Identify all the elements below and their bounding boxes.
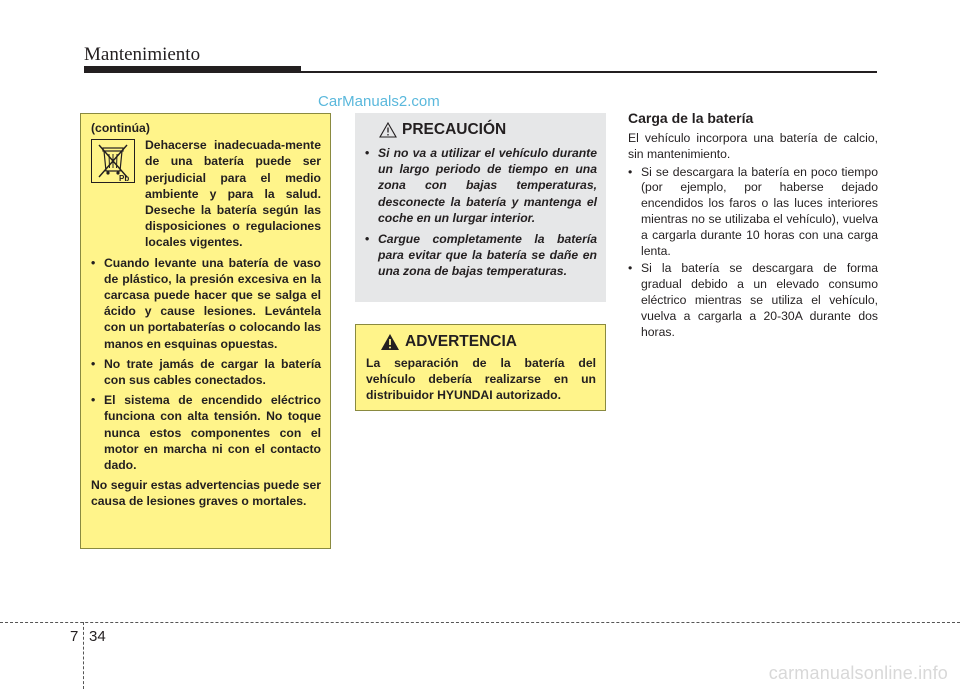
- charging-section: [628, 110, 878, 342]
- warning-item: • Cuando levante una batería de vaso de plástico, la presión excesiva en la carcasa puede hacer que se salga el ácido y cause lesiones. Levántela con un portabaterías o colocando las manos en esquinas opuestas.: [91, 255, 321, 352]
- footer-divider: [83, 622, 84, 689]
- caution-box: [355, 113, 606, 302]
- advertencia-box: [355, 324, 606, 411]
- section-title: Mantenimiento: [84, 44, 201, 65]
- warning-item: • El sistema de encendido eléctrico funciona con alta tensión. No toque nunca estos componentes con el motor en marcha ni con el contacto dado.: [91, 392, 321, 473]
- continued-label: (continúa): [91, 121, 150, 135]
- advertencia-title: ADVERTENCIA: [405, 333, 517, 350]
- warning-list: [91, 255, 321, 474]
- chapter-number: 7: [70, 628, 79, 645]
- header-bar: [84, 66, 301, 73]
- charging-list: [628, 165, 878, 341]
- disposal-block: [91, 137, 321, 250]
- header-rule: [301, 71, 877, 73]
- charging-item: • Si se descargara la batería en poco tiempo (por ejemplo, por haberse dejado encendidos los faros o las luces interiores mientras no se utilizaba el vehículo), vuelva a cargarla durante 10 horas con una carga lenta.: [628, 165, 878, 260]
- advertencia-text: La separación de la batería del vehículo debería realizarse en un distribuidor HYUNDAI autorizado.: [366, 356, 596, 403]
- advertencia-header: [380, 333, 596, 351]
- warning-triangle-icon: [380, 333, 400, 351]
- crossed-bin-icon: [91, 139, 135, 183]
- charging-intro: El vehículo incorpora una batería de calcio, sin mantenimiento.: [628, 131, 878, 161]
- caution-item: • Si no va a utilizar el vehículo durante un largo periodo de tiempo en una zona con bajas temperaturas, desconecte la batería y mantenga el coche en un lurgar interior.: [365, 145, 597, 226]
- footer-rule: [0, 622, 960, 623]
- warning-closing: No seguir estas advertencias puede ser causa de lesiones graves o mortales.: [91, 478, 321, 509]
- charging-item: • Si la batería se descargara de forma gradual debido a un elevado consumo eléctrico mientras se utiliza el vehículo, vuelva a cargarla a 20-30A durante dos horas.: [628, 261, 878, 340]
- watermark-link[interactable]: CarManuals2.com: [318, 93, 440, 110]
- disposal-text: Dehacerse inadecuada-mente de una batería puede ser perjudicial para el medio ambiente y para la salud. Deseche la batería según las disposiciones o regulaciones locales vigentes.: [145, 138, 321, 250]
- warning-item: • No trate jamás de cargar la batería con sus cables conectados.: [91, 356, 321, 388]
- caution-title: PRECAUCIÓN: [402, 121, 507, 138]
- charging-heading: Carga de la batería: [628, 110, 754, 126]
- warning-box: [80, 113, 331, 549]
- caution-item: • Cargue completamente la batería para evitar que la batería se dañe en una zona de bajas temperaturas.: [365, 231, 597, 280]
- caution-header: [379, 121, 597, 139]
- bin-label: Pb: [119, 174, 130, 184]
- caution-triangle-icon: [379, 122, 397, 138]
- caution-list: [365, 145, 597, 280]
- page-number: 34: [89, 628, 106, 645]
- footer-watermark: carmanualsonline.info: [768, 663, 948, 683]
